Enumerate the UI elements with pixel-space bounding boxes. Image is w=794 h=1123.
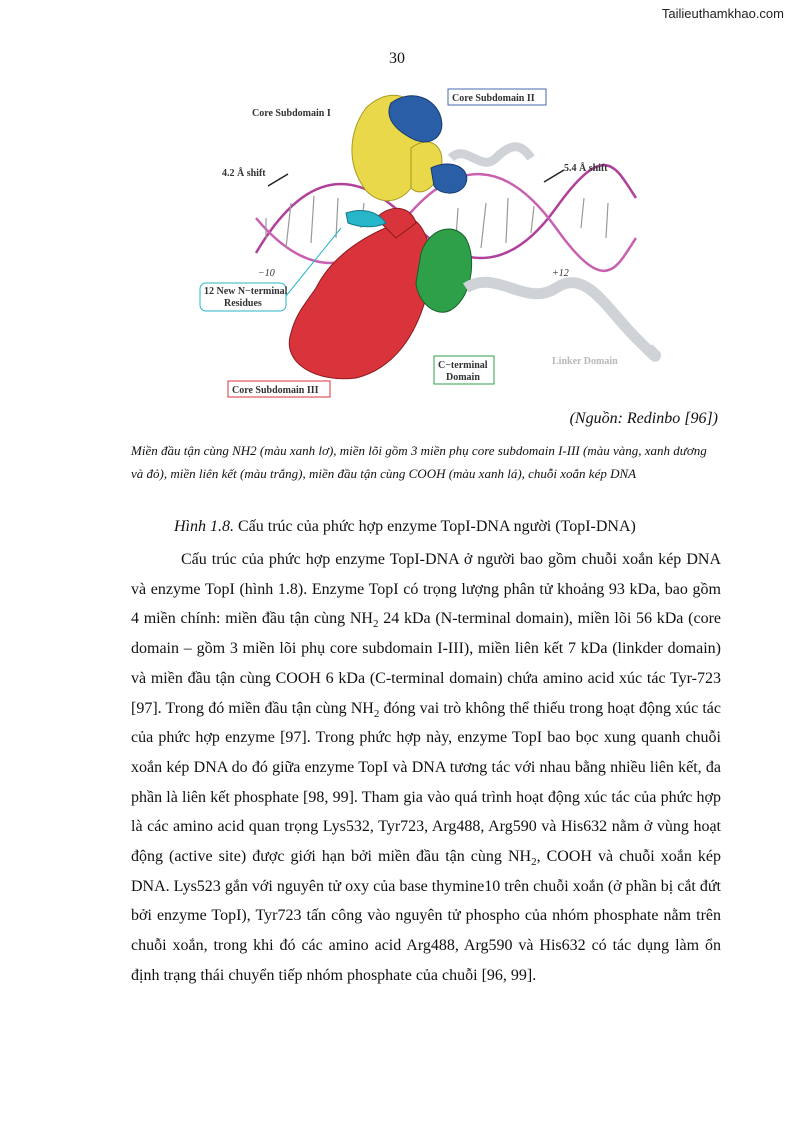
core-subdomain-3-ribbon — [289, 208, 431, 378]
body-text-segment: đóng vai trò không thể thiếu trong hoạt động xúc tác của phức hợp enzyme [97]. Trong phức hợp này, enzyme TopI bao bọc xung quanh chuỗi xoắn kép DNA do đó giữa enzyme TopI và DNA tương tác với nhau bằng nhiều liên kết, đa phần là liên kết phosphate [98, 99]. Tham gia vào quá trình hoạt động xúc tác của phức hợp là các amino acid quan trọng Lys532, Tyr723, Arg488, Arg590 và His632 nằm ở vùng hoạt động (active site) được giới hạn bởi miền đầu tận cùng NH — [131, 699, 721, 866]
protein-structure-figure — [196, 78, 666, 408]
label-core-subdomain-1: Core Subdomain I — [252, 108, 331, 119]
label-shift-left: 4.2 Å shift — [222, 168, 266, 179]
label-n-terminal-2: Residues — [224, 298, 262, 309]
body-text-segment: Cấu trúc của phức hợp enzyme TopI-DNA ở người bao gồm chuỗi xoắn kép DNA và enzyme TopI (hình 1.8). Enzyme TopI có trọng lượng phân tử khoảng 93 kDa, bao gồm 4 miền chính: miền đầu tận cùng NH — [131, 551, 721, 628]
subscript: 2 — [372, 618, 379, 631]
subscript: 2 — [531, 856, 537, 869]
page-number: 30 — [389, 50, 405, 67]
label-core-subdomain-3: Core Subdomain III — [232, 385, 319, 396]
subscript: 2 — [373, 707, 380, 720]
n-terminal-residues-ribbon — [346, 210, 386, 226]
label-linker-domain: Linker Domain — [552, 356, 618, 367]
linker-domain-helix — [466, 282, 656, 356]
figure-title-text: Cấu trúc của phức hợp enzyme TopI-DNA người (TopI-DNA) — [234, 518, 636, 535]
label-shift-right: 5.4 Å shift — [564, 163, 608, 174]
body-paragraph — [131, 545, 721, 991]
body-text-segment: 24 kDa (N-terminal domain), miền lõi 56 kDa (core domain – gồm 3 miền lõi phụ core subdomain I-III), miền liên kết 7 kDa (linkder domain) và miền đầu tận cùng COOH 6 kDa (C-terminal domain) chứa amino acid xúc tác Tyr-723 [97]. Trong đó miền đầu tận cùng NH — [131, 610, 721, 717]
figure-title — [174, 518, 636, 536]
body-text — [131, 545, 721, 991]
figure-source: (Nguồn: Redinbo [96]) — [569, 410, 718, 427]
figure-caption-description: Miền đầu tận cùng NH2 (màu xanh lơ), miền lõi gồm 3 miền phụ core subdomain I-III (màu vàng, xanh dương và đỏ), miền liên kết (màu trắng), miền đầu tận cùng COOH (màu xanh lá), chuỗi xoắn kép DNA — [131, 443, 707, 481]
label-plus12: +12 — [552, 268, 569, 279]
shift-right-arrow — [544, 170, 564, 182]
watermark: Tailieuthamkhao.com — [661, 6, 784, 21]
figure-title-label: Hình 1.8. — [174, 518, 234, 535]
label-core-subdomain-2: Core Subdomain II — [452, 93, 535, 104]
label-c-terminal-2: Domain — [446, 372, 480, 383]
figure-svg — [196, 78, 666, 408]
label-minus10: −10 — [258, 268, 275, 279]
shift-left-arrow — [268, 174, 288, 186]
upper-helix — [451, 147, 531, 163]
body-text-segment: , COOH và chuỗi xoắn kép DNA. Lys523 gắn với nguyên tử oxy của base thymine10 trên chuỗi xoắn (ở phần bị cắt đứt bởi enzyme TopI), Tyr723 tấn công vào nguyên tử phospho của nhóm phosphate nằm trên chuỗi xoắn, trong khi đó các amino acid Arg488, Arg590 và His632 có tác dụng làm ổn định trạng thái chuyển tiếp nhóm phosphate của chuỗi [96, 99]. — [131, 848, 722, 984]
label-c-terminal-1: C−terminal — [438, 360, 488, 371]
label-n-terminal-1: 12 New N−terminal — [204, 286, 288, 297]
